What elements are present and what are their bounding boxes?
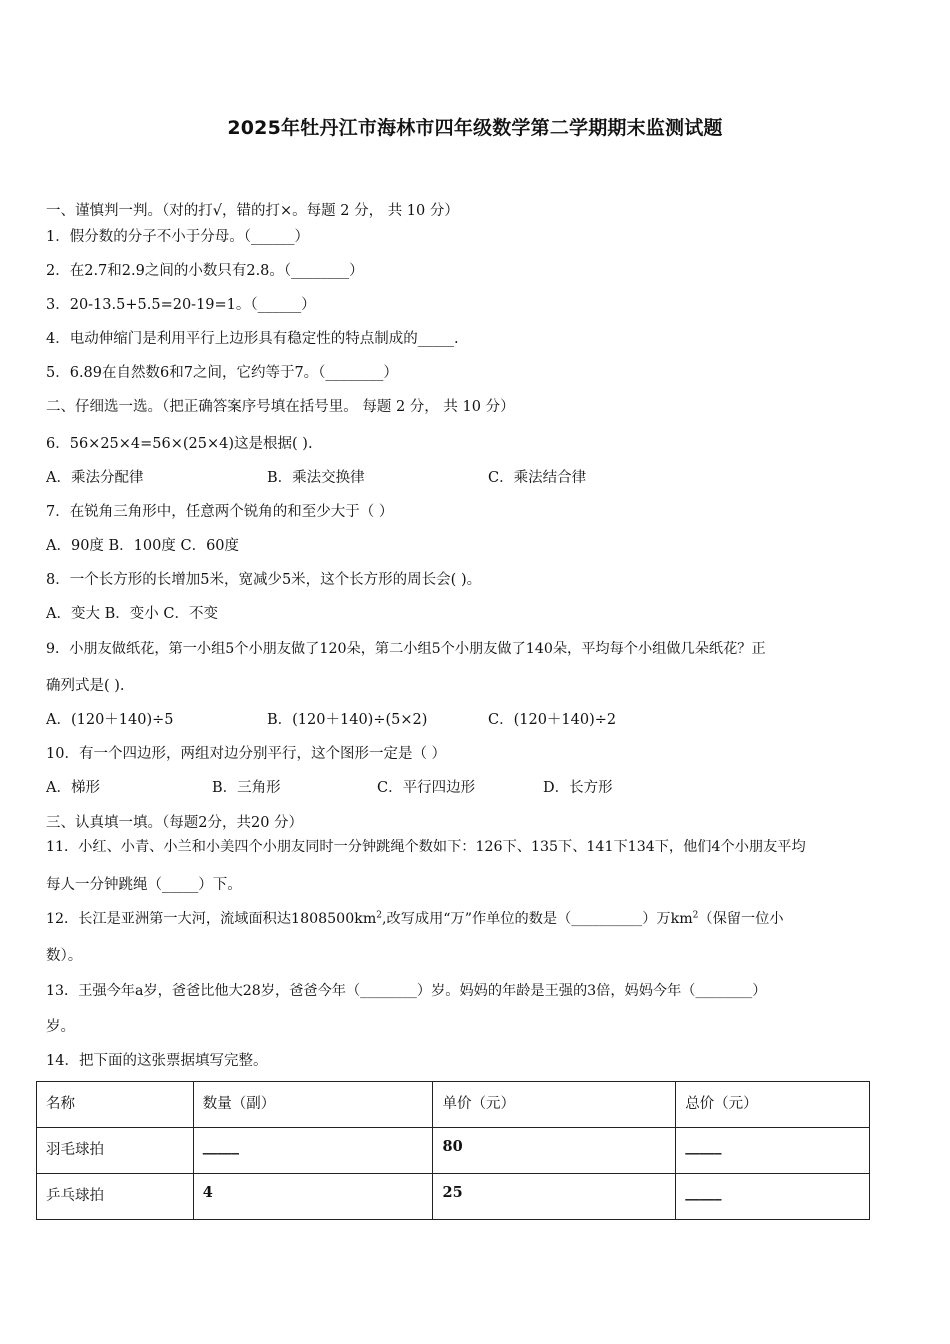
question-6-option-a: A．乘法分配律 — [46, 470, 144, 486]
question-9-option-b: B．(120＋140)÷(5×2) — [267, 712, 428, 728]
question-7-options: A．90度 B．100度 C．60度 — [46, 538, 240, 554]
question-11-line-1: 11．小红、小青、小兰和小美四个小朋友同时一分钟跳绳个数如下：126下、135下、141下134下，他们4个小朋友平均 — [46, 839, 806, 855]
table-cell: _____ — [676, 1174, 870, 1220]
question-10: 10．有一个四边形，两组对边分别平行，这个图形一定是（ ） — [46, 746, 447, 762]
table-cell: 羽毛球拍 — [37, 1128, 194, 1174]
question-1: 1．假分数的分子不小于分母。（______） — [46, 229, 309, 245]
question-8: 8．一个长方形的长增加5米，宽减少5米，这个长方形的周长会( )。 — [46, 572, 482, 588]
table-header-cell: 总价（元） — [676, 1082, 870, 1128]
question-13-line-2: 岁。 — [46, 1019, 75, 1035]
question-12-text-a: 12．长江是亚洲第一大河，流域面积达1808500km — [46, 911, 377, 927]
table-header-cell: 数量（副） — [193, 1082, 433, 1128]
table-cell: _____ — [193, 1128, 433, 1174]
table-header-row — [37, 1082, 870, 1128]
section-3-heading: 三、认真填一填。（每题2分，共20 分） — [46, 815, 304, 831]
question-8-options: A．变大 B．变小 C．不变 — [46, 606, 218, 622]
section-2-heading: 二、仔细选一选。（把正确答案序号填在括号里。 每题 2 分， 共 10 分） — [46, 399, 515, 415]
question-2: 2．在2.7和2.9之间的小数只有2.8。（________） — [46, 263, 364, 279]
superscript-2: 2 — [376, 910, 383, 921]
question-11-line-2: 每人一分钟跳绳（_____）下。 — [46, 877, 242, 893]
section-1-heading: 一、谨慎判一判。（对的打√，错的打×。每题 2 分， 共 10 分） — [46, 203, 459, 219]
table-row — [37, 1128, 870, 1174]
question-7: 7．在锐角三角形中，任意两个锐角的和至少大于（ ） — [46, 504, 394, 520]
question-9-line-1: 9．小朋友做纸花，第一小组5个小朋友做了120朵，第二小组5个小朋友做了140朵，平均每个小组做几朵纸花？正 — [46, 641, 766, 657]
receipt-table — [36, 1081, 870, 1220]
page-title: 2025年牡丹江市海林市四年级数学第二学期期末监测试题 — [227, 117, 723, 139]
superscript-2: 2 — [692, 910, 699, 921]
question-13-line-1: 13．王强今年a岁，爸爸比他大28岁，爸爸今年（________）岁。妈妈的年龄是王强的3倍，妈妈今年（________） — [46, 983, 767, 999]
question-9-line-2: 确列式是( ). — [46, 678, 125, 694]
table-cell: 25 — [433, 1174, 676, 1220]
table-cell: 4 — [193, 1174, 433, 1220]
table-cell: 乒乓球拍 — [37, 1174, 194, 1220]
question-10-option-b: B．三角形 — [212, 780, 281, 796]
table-header-cell: 单价（元） — [433, 1082, 676, 1128]
question-12-line-2: 数）。 — [46, 948, 83, 964]
question-12-text-c: （保留一位小 — [698, 911, 784, 927]
question-10-option-d: D．长方形 — [543, 780, 613, 796]
question-6-option-b: B．乘法交换律 — [267, 470, 365, 486]
question-12-line-1 — [46, 910, 784, 928]
table-header-cell: 名称 — [37, 1082, 194, 1128]
question-14: 14．把下面的这张票据填写完整。 — [46, 1053, 268, 1069]
question-9-option-a: A．(120＋140)÷5 — [46, 712, 174, 728]
table-cell: _____ — [676, 1128, 870, 1174]
question-6-option-c: C．乘法结合律 — [488, 470, 587, 486]
table-cell: 80 — [433, 1128, 676, 1174]
table-row — [37, 1174, 870, 1220]
question-10-option-c: C．平行四边形 — [377, 780, 476, 796]
question-6: 6．56×25×4=56×(25×4)这是根据( ). — [46, 436, 313, 452]
question-3: 3．20-13.5+5.5=20-19=1。（______） — [46, 297, 316, 313]
question-4: 4．电动伸缩门是利用平行上边形具有稳定性的特点制成的_____. — [46, 331, 459, 347]
question-12-text-b: ,改写成用“万”作单位的数是（__________）万km — [382, 911, 693, 927]
question-5: 5．6.89在自然数6和7之间，它约等于7。（________） — [46, 365, 398, 381]
question-9-option-c: C．(120＋140)÷2 — [488, 712, 617, 728]
question-10-option-a: A．梯形 — [46, 780, 100, 796]
